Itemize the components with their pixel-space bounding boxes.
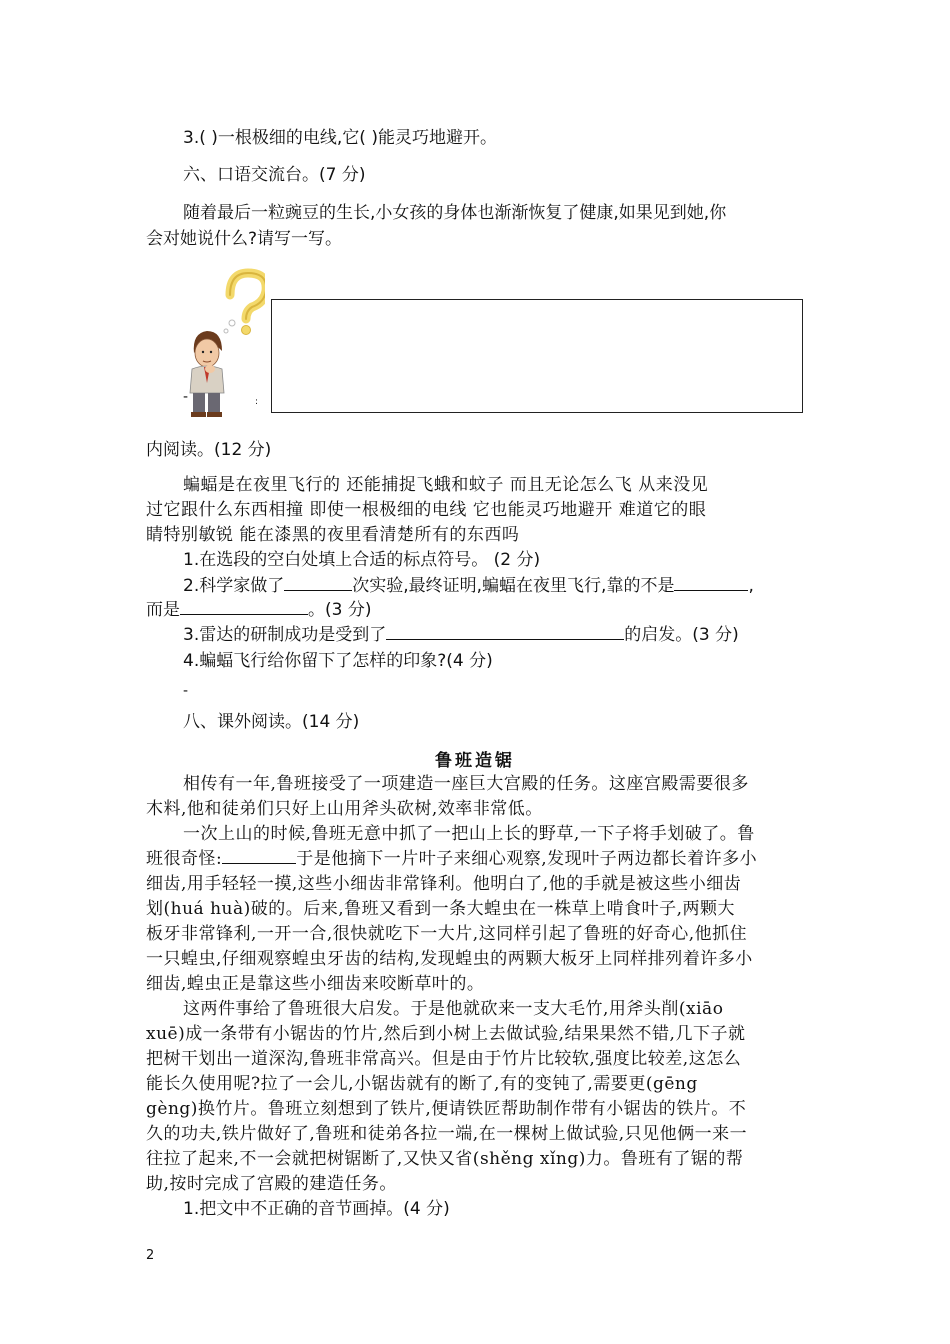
- reading-question-3: [183, 623, 739, 647]
- answer-writing-box[interactable]: [271, 299, 803, 413]
- passage-line-1: 蝙蝠是在夜里飞行的 还能捕捉飞蛾和蚊子 而且无论怎么飞 从来没见: [183, 475, 709, 495]
- story-p2-line-7: 细齿,蝗虫正是靠这些小细齿来咬断草叶的。: [146, 974, 485, 994]
- not-relying-on-blank[interactable]: [674, 574, 748, 591]
- question-2-part-d: 而是: [146, 600, 180, 620]
- relying-on-blank[interactable]: [180, 598, 308, 615]
- reading-question-4: 4.蝙蝠飞行给你留下了怎样的印象?(4 分): [183, 651, 493, 671]
- story-p3-line-5: gèng)换竹片。鲁班立刻想到了铁片,便请铁匠帮助制作带有小锯齿的铁片。不: [146, 1099, 747, 1119]
- story-p3-line-4: 能长久使用呢?拉了一会儿,小锯齿就有的断了,有的变钝了,需要更(gēng: [146, 1074, 698, 1094]
- passage-line-3: 睛特别敏锐 能在漆黑的夜里看清楚所有的东西吗: [146, 525, 520, 545]
- story-p2-line-3: 细齿,用手轻轻一摸,这些小细齿非常锋利。他明白了,他的手就是被这些小细齿: [146, 874, 742, 894]
- question-2-part-c: ,: [748, 576, 754, 596]
- question-2-part-b: 次实验,最终证明,蝙蝠在夜里飞行,靠的不是: [352, 576, 675, 596]
- story-p2-line-5: 板牙非常锋利,一开一合,很快就吃下一大片,这同样引起了鲁班的好奇心,他抓住: [146, 924, 748, 944]
- question-3-part-b: 的启发。(3 分): [624, 625, 739, 645]
- question-mark-icon: [230, 273, 265, 335]
- question-2-part-a: 2.科学家做了: [183, 576, 285, 596]
- section-8-heading: 八、课外阅读。(14 分): [183, 712, 360, 732]
- question-3-line: 3.( )一根极细的电线,它( )能灵巧地避开。: [183, 128, 497, 148]
- story-p2-line-1: 一次上山的时候,鲁班无意中抓了一把山上长的野草,一下子将手划破了。鲁: [183, 824, 755, 844]
- story-p2-line-6: 一只蝗虫,仔细观察蝗虫牙齿的结构,发现蝗虫的两颗大板牙上同样排列着许多小: [146, 949, 753, 969]
- page-number: 2: [146, 1248, 155, 1263]
- extra-reading-question-1: 1.把文中不正确的音节画掉。(4 分): [183, 1199, 450, 1219]
- passage-line-2: 过它跟什么东西相撞 即使一根极细的电线 它也能灵巧地避开 难道它的眼: [146, 500, 707, 520]
- question-3-part-a: 3.雷达的研制成功是受到了: [183, 625, 387, 645]
- reading-question-2: [183, 574, 754, 598]
- story-p1-line-1: 相传有一年,鲁班接受了一项建造一座巨大宫殿的任务。这座宫殿需要很多: [183, 774, 749, 794]
- reading-question-2-continued: [146, 598, 371, 622]
- section-6-prompt-line-2: 会对她说什么?请写一写。: [146, 229, 343, 249]
- story-p3-line-3: 把树干划出一道深沟,鲁班非常高兴。但是由于竹片比较软,强度比较差,这怎么: [146, 1049, 742, 1069]
- thinking-boy-illustration: [180, 265, 265, 420]
- stray-mark: -: [183, 389, 189, 405]
- story-p3-line-6: 久的功夫,铁片做好了,鲁班和徒弟各拉一端,在一棵树上做试验,只见他俩一来一: [146, 1124, 748, 1144]
- story-p2-line-2-a: 班很奇怪:: [146, 849, 223, 869]
- story-p3-line-2: xuē)成一条带有小锯齿的竹片,然后到小树上去做试验,结果果然不错,几下子就: [146, 1024, 746, 1044]
- story-p3-line-1: 这两件事给了鲁班很大启发。于是他就砍来一支大毛竹,用斧头削(xiāo: [183, 999, 724, 1019]
- story-p3-line-7: 往拉了起来,不一会就把树锯断了,又快又省(shěng xǐng)力。鲁班有了锯的帮: [146, 1149, 744, 1169]
- punctuation-blank[interactable]: [222, 847, 296, 864]
- section-6-heading: 六、口语交流台。(7 分): [183, 165, 366, 185]
- experiment-count-blank[interactable]: [284, 574, 352, 591]
- section-7-heading: 内阅读。(12 分): [146, 440, 272, 460]
- story-p2-line-2-b: 于是他摘下一片叶子来细心观察,发现叶子两边都长着许多小: [296, 849, 758, 869]
- question-2-part-e: 。(3 分): [308, 600, 372, 620]
- story-p2-line-4: 划(huá huà)破的。后来,鲁班又看到一条大蝗虫在一株草上啃食叶子,两颗大: [146, 899, 736, 919]
- story-p3-line-8: 助,按时完成了宫殿的建造任务。: [146, 1174, 397, 1194]
- reading-question-1: 1.在选段的空白处填上合适的标点符号。 (2 分): [183, 550, 541, 570]
- story-p1-line-2: 木料,他和徒弟们只好上山用斧头砍树,效率非常低。: [146, 799, 543, 819]
- section-6-prompt-line-1: 随着最后一粒豌豆的生长,小女孩的身体也渐渐恢复了健康,如果见到她,你: [183, 203, 727, 223]
- story-title: 鲁班造锯: [435, 751, 515, 771]
- stray-mark: :: [255, 397, 259, 407]
- story-p2-line-2: [146, 847, 757, 871]
- radar-inspiration-blank[interactable]: [386, 623, 624, 640]
- stray-mark: -: [183, 683, 189, 699]
